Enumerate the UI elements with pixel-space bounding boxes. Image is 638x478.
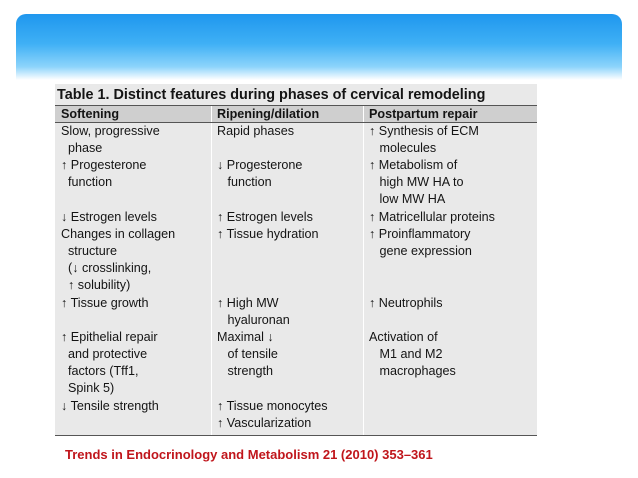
- table-cell: ↑ Estrogen levels: [217, 210, 313, 224]
- column-header-row: [55, 106, 537, 122]
- table-cell: ↑ Epithelial repair and protective factors (Tff1, Spink 5): [61, 330, 158, 395]
- table-cell: Rapid phases: [217, 124, 295, 138]
- table-cell: ↑ Tissue hydration: [217, 227, 319, 241]
- table-cell: ↑ Matricellular proteins: [369, 210, 495, 224]
- table-rule-bottom: [55, 435, 537, 436]
- table-cell: ↓ Estrogen levels: [61, 210, 157, 224]
- column-divider: [363, 106, 364, 436]
- table-cell: Activation of M1 and M2 macrophages: [369, 330, 456, 378]
- table-title: Table 1. Distinct features during phases of cervical remodeling: [57, 87, 486, 103]
- column-header-postpartum: Postpartum repair: [369, 107, 478, 121]
- table-cell: ↑ Tissue monocytes ↑ Vascularization: [217, 399, 328, 430]
- column-header-softening: Softening: [61, 107, 120, 121]
- table-cell: ↑ Neutrophils: [369, 296, 443, 310]
- table-cell: ↑ Proinflammatory gene expression: [369, 227, 472, 258]
- header-rule-top: [55, 105, 537, 106]
- table-cell: ↓ Tensile strength: [61, 399, 159, 413]
- table-cell: ↓ Progesterone function: [217, 158, 303, 189]
- column-header-ripening: Ripening/dilation: [217, 107, 320, 121]
- column-divider: [211, 106, 212, 436]
- table-cell: ↑ Metabolism of high MW HA to low MW HA: [369, 158, 464, 206]
- header-banner: [16, 14, 622, 80]
- table-cell: ↑ Progesterone function: [61, 158, 147, 189]
- table-cell: ↑ High MW hyaluronan: [217, 296, 290, 327]
- features-table: [55, 84, 537, 436]
- table-cell: Changes in collagen structure (↓ crosslinking, ↑ solubility): [61, 227, 176, 292]
- source-caption: Trends in Endocrinology and Metabolism 21 (2010) 353–361: [65, 447, 433, 462]
- table-cell: Maximal ↓ of tensile strength: [217, 330, 278, 378]
- table-cell: Slow, progressive phase: [61, 124, 160, 155]
- table-cell: ↑ Synthesis of ECM molecules: [369, 124, 479, 155]
- table-cell: ↑ Tissue growth: [61, 296, 149, 310]
